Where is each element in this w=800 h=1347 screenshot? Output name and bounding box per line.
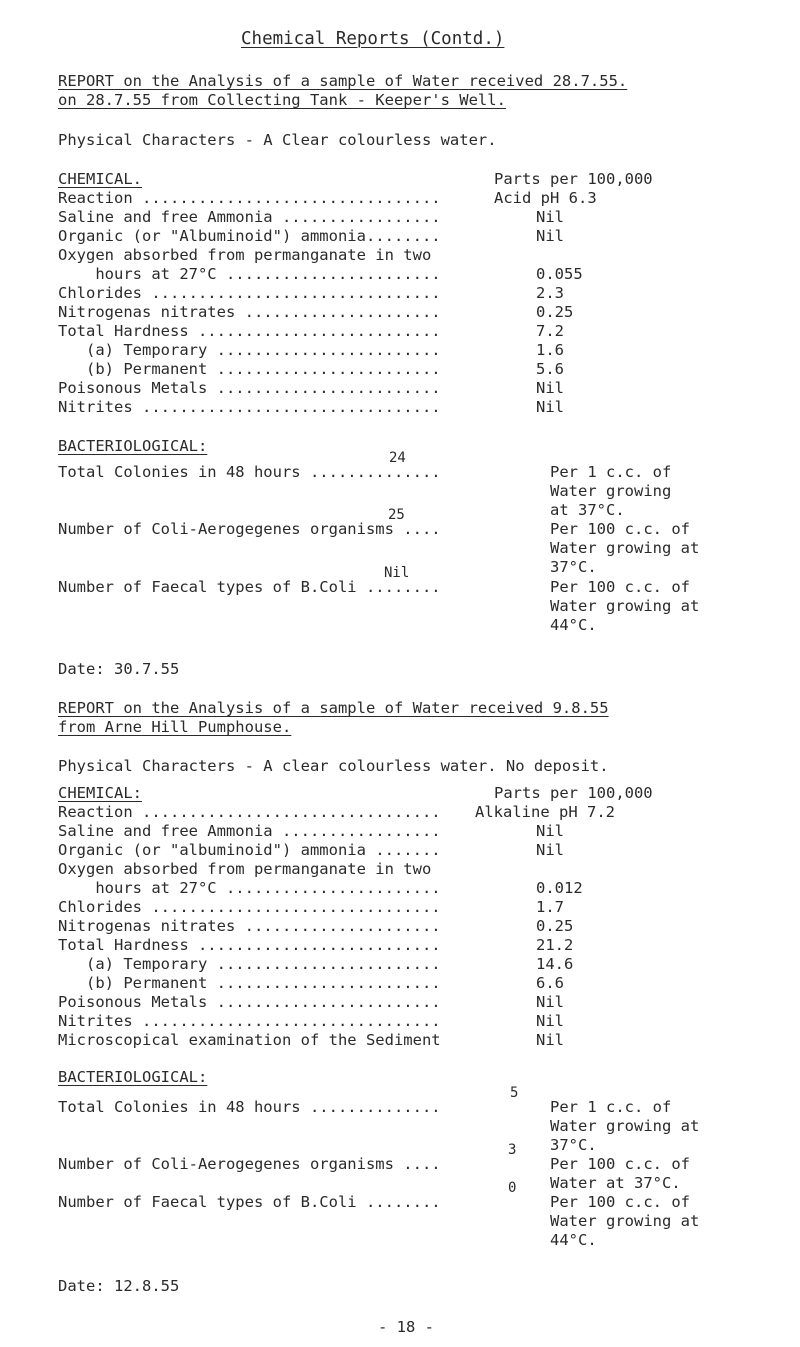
report2-chem-row-value: 0.25 xyxy=(536,917,574,935)
report2-chem-row-label: (b) Permanent ........................ xyxy=(58,974,441,992)
report2-chem-row-value: 21.2 xyxy=(536,936,574,954)
report1-parts-label: Parts per 100,000 xyxy=(494,170,653,188)
report1-bact-unit-line: 37°C. xyxy=(550,558,597,576)
report2-parts-label: Parts per 100,000 xyxy=(494,784,653,802)
report1-chem-row-value: Nil xyxy=(536,398,564,416)
report1-heading-line1: REPORT on the Analysis of a sample of Water received 28.7.55. xyxy=(58,72,628,90)
report1-chem-row-value: 0.25 xyxy=(536,303,574,321)
report2-bact-unit-line: Per 100 c.c. of xyxy=(550,1155,690,1173)
report1-chemical-label: CHEMICAL. xyxy=(58,170,142,188)
report2-chem-row-value: 1.7 xyxy=(536,898,564,916)
report1-chem-row-label: Poisonous Metals ........................ xyxy=(58,379,441,397)
report2-bacteriological-label: BACTERIOLOGICAL: xyxy=(58,1068,208,1086)
report1-chem-row-value: Nil xyxy=(536,208,564,226)
report2-chem-row-value: 6.6 xyxy=(536,974,564,992)
report1-bact-unit-line: Per 1 c.c. of xyxy=(550,463,672,481)
report2-chem-row-label: Saline and free Ammonia ................. xyxy=(58,822,441,840)
report2-chem-row-label: Nitrites ................................ xyxy=(58,1012,441,1030)
report1-chem-row-value: Acid pH 6.3 xyxy=(494,189,597,207)
report1-bact-count: 24 xyxy=(389,450,406,466)
page-title: Chemical Reports (Contd.) xyxy=(241,29,505,49)
report1-date: Date: 30.7.55 xyxy=(58,660,180,678)
report1-chem-row-value: Nil xyxy=(536,227,564,245)
report1-bact-unit-line: 44°C. xyxy=(550,616,597,634)
report1-chem-row-label: hours at 27°C ....................... xyxy=(58,265,441,283)
report2-chem-row-label: Microscopical examination of the Sediment xyxy=(58,1031,441,1049)
report2-chem-row-label: Chlorides ............................... xyxy=(58,898,441,916)
report2-date: Date: 12.8.55 xyxy=(58,1277,180,1295)
report2-chem-row-value: Nil xyxy=(536,1031,564,1049)
report2-bact-unit-line: Per 100 c.c. of xyxy=(550,1193,690,1211)
report2-chemical-label: CHEMICAL: xyxy=(58,784,142,802)
report2-chem-row-label: Total Hardness .......................... xyxy=(58,936,441,954)
report1-bact-unit-line: Water growing at xyxy=(550,539,700,557)
report2-chem-row-value: Nil xyxy=(536,822,564,840)
report1-bact-row-label: Number of Coli-Aerogegenes organisms .... xyxy=(58,520,441,538)
report1-chem-row-value: 7.2 xyxy=(536,322,564,340)
report1-bacteriological-label: BACTERIOLOGICAL: xyxy=(58,437,208,455)
report2-chem-row-label: Oxygen absorbed from permanganate in two xyxy=(58,860,432,878)
report1-heading-line2: on 28.7.55 from Collecting Tank - Keeper's Well. xyxy=(58,91,506,109)
report1-bact-unit-line: Water growing at xyxy=(550,597,700,615)
report2-bact-unit-line: 37°C. xyxy=(550,1136,597,1154)
report1-chem-row-label: Nitrites ................................ xyxy=(58,398,441,416)
report2-bact-count: 3 xyxy=(508,1142,517,1158)
report1-chem-row-value: 5.6 xyxy=(536,360,564,378)
report1-chem-row-label: Chlorides ............................... xyxy=(58,284,441,302)
report2-physical-characters: Physical Characters - A clear colourless water. No deposit. xyxy=(58,757,609,775)
report1-chem-row-label: Reaction ................................ xyxy=(58,189,441,207)
report1-chem-row-value: 2.3 xyxy=(536,284,564,302)
report1-bact-count: 25 xyxy=(388,507,405,523)
report2-bact-row-label: Total Colonies in 48 hours .............. xyxy=(58,1098,441,1116)
report2-bact-row-label: Number of Faecal types of B.Coli ........ xyxy=(58,1193,441,1211)
report2-chem-row-value: 14.6 xyxy=(536,955,574,973)
report2-chem-row-value: 0.012 xyxy=(536,879,583,897)
report2-bact-unit-line: 44°C. xyxy=(550,1231,597,1249)
report2-bact-unit-line: Water growing at xyxy=(550,1117,700,1135)
report1-chem-row-value: Nil xyxy=(536,379,564,397)
report2-bact-count: 5 xyxy=(510,1085,519,1101)
report1-bact-row-label: Total Colonies in 48 hours .............. xyxy=(58,463,441,481)
report2-bact-unit-line: Water growing at xyxy=(550,1212,700,1230)
report2-chem-row-label: Reaction ................................ xyxy=(58,803,441,821)
report1-bact-row-label: Number of Faecal types of B.Coli ........ xyxy=(58,578,441,596)
report2-chem-row-value: Nil xyxy=(536,1012,564,1030)
report2-chem-row-label: (a) Temporary ........................ xyxy=(58,955,441,973)
report1-chem-row-label: Saline and free Ammonia ................. xyxy=(58,208,441,226)
report2-chem-row-value: Nil xyxy=(536,841,564,859)
report1-bact-unit-line: Water growing xyxy=(550,482,672,500)
report1-chem-row-value: 1.6 xyxy=(536,341,564,359)
report2-chem-row-value: Nil xyxy=(536,993,564,1011)
report2-bact-count: 0 xyxy=(508,1180,517,1196)
report2-chem-row-label: Organic (or "albuminoid") ammonia ....... xyxy=(58,841,441,859)
report2-bact-unit-line: Per 1 c.c. of xyxy=(550,1098,672,1116)
report2-bact-unit-line: Water at 37°C. xyxy=(550,1174,681,1192)
report2-chem-row-label: hours at 27°C ....................... xyxy=(58,879,441,897)
report2-chem-row-label: Nitrogenas nitrates ..................... xyxy=(58,917,441,935)
report1-chem-row-value: 0.055 xyxy=(536,265,583,283)
report2-heading-line1: REPORT on the Analysis of a sample of Water received 9.8.55 xyxy=(58,699,609,717)
report1-bact-unit-line: Per 100 c.c. of xyxy=(550,520,690,538)
report1-chem-row-label: Organic (or "Albuminoid") ammonia........ xyxy=(58,227,441,245)
report1-chem-row-label: Oxygen absorbed from permanganate in two xyxy=(58,246,432,264)
report2-chem-row-label: Poisonous Metals ........................ xyxy=(58,993,441,1011)
report1-chem-row-label: (b) Permanent ........................ xyxy=(58,360,441,378)
report1-physical-characters: Physical Characters - A Clear colourless water. xyxy=(58,131,497,149)
report2-chem-row-value: Alkaline pH 7.2 xyxy=(475,803,615,821)
page-number: - 18 - xyxy=(378,1318,434,1336)
report2-bact-row-label: Number of Coli-Aerogegenes organisms .... xyxy=(58,1155,441,1173)
report1-chem-row-label: (a) Temporary ........................ xyxy=(58,341,441,359)
report1-chem-row-label: Total Hardness .......................... xyxy=(58,322,441,340)
report1-bact-count: Nil xyxy=(384,565,410,581)
report2-heading-line2: from Arne Hill Pumphouse. xyxy=(58,718,292,736)
report1-chem-row-label: Nitrogenas nitrates ..................... xyxy=(58,303,441,321)
report1-bact-unit-line: at 37°C. xyxy=(550,501,625,519)
report1-bact-unit-line: Per 100 c.c. of xyxy=(550,578,690,596)
